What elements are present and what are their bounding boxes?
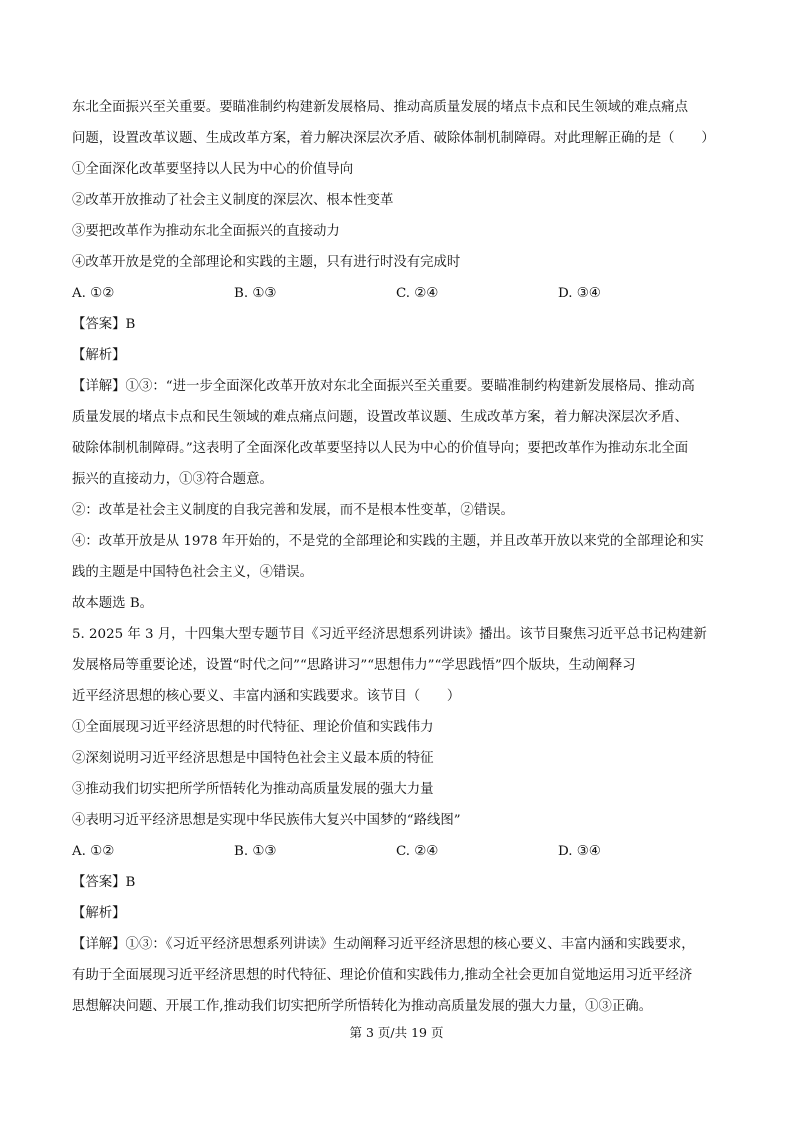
statement-1: ①全面展现习近平经济思想的时代特征、理论价值和实践伟力 (72, 720, 434, 735)
option-d: D. ③④ (558, 286, 601, 301)
page-footer: 第 3 页/共 19 页 (349, 1025, 444, 1040)
option-a: A. ①② (72, 844, 115, 859)
analysis-title: 【解析】 (72, 348, 126, 363)
detail-line: 振兴的直接动力，①③符合题意。 (72, 472, 273, 487)
detail-line: 质量发展的堵点卡点和民生领域的难点痛点问题，设置改革议题、生成改革方案，着力解决深层次矛盾、 (72, 410, 688, 425)
answer-label: 【答案】B (72, 317, 136, 332)
statement-2: ②改革开放推动了社会主义制度的深层次、根本性变革 (72, 193, 394, 208)
answer-label: 【答案】B (72, 875, 136, 890)
statement-2: ②深刻说明习近平经济思想是中国特色社会主义最本质的特征 (72, 751, 434, 766)
detail-line-4: ④：改革开放是从 1978 年开始的，不是党的全部理论和实践的主题，并且改革开放以来党的全部理论和实 (72, 534, 704, 549)
detail-line: 有助于全面展现习近平经济思想的时代特征、理论价值和实践伟力,推动全社会更加自觉地运用习近平经济 (72, 968, 693, 983)
question-stem-line: 问题，设置改革议题、生成改革方案，着力解决深层次矛盾、破除体制机制障碍。对此理解正确的是（ ） (72, 131, 715, 146)
detail-line-4: 践的主题是中国特色社会主义，④错误。 (72, 565, 314, 580)
detail-line: 破除体制机制障碍。”这表明了全面深化改革要坚持以人民为中心的价值导向；要把改革作为推动东北全面 (72, 441, 689, 456)
statement-3: ③推动我们切实把所学所悟转化为推动高质量发展的强大力量 (72, 782, 434, 797)
question-4 (72, 92, 728, 619)
conclusion: 故本题选 B。 (72, 596, 154, 611)
analysis-title: 【解析】 (72, 906, 126, 921)
option-c: C. ②④ (396, 844, 439, 859)
detail-line-2: ②：改革是社会主义制度的自我完善和发展，而不是根本性变革，②错误。 (72, 503, 514, 518)
detail-line: 【详解】①③：《习近平经济思想系列讲读》生动阐释习近平经济思想的核心要义、丰富内涵和实践要求， (72, 937, 695, 952)
statement-4: ④改革开放是党的全部理论和实践的主题，只有进行时没有完成时 (72, 255, 461, 270)
statement-1: ①全面深化改革要坚持以人民为中心的价值导向 (72, 162, 354, 177)
question-5 (72, 619, 728, 1022)
question-stem-line: 近平经济思想的核心要义、丰富内涵和实践要求。该节目（ ） (72, 689, 461, 704)
document-body (72, 92, 728, 1022)
answer-options (72, 278, 728, 309)
detail-line: 【详解】①③：“进一步全面深化改革开放对东北全面振兴至关重要。要瞄准制约构建新发展格局、推动高 (72, 379, 695, 394)
option-a: A. ①② (72, 286, 115, 301)
option-d: D. ③④ (558, 844, 601, 859)
statement-4: ④表明习近平经济思想是实现中华民族伟大复兴中国梦的“路线图” (72, 813, 461, 828)
option-b: B. ①③ (234, 844, 277, 859)
answer-options (72, 836, 728, 867)
detail-line: 思想解决问题、开展工作,推动我们切实把所学所悟转化为推动高质量发展的强大力量，①③正确。 (72, 999, 653, 1014)
question-stem-line: 发展格局等重要论述，设置“时代之问”“思路讲习”“思想伟力”“学思践悟”四个版块，生动阐释习 (72, 658, 636, 673)
statement-3: ③要把改革作为推动东北全面振兴的直接动力 (72, 224, 340, 239)
question-stem-line: 5. 2025 年 3 月，十四集大型专题节目《习近平经济思想系列讲读》播出。该节目聚焦习近平总书记构建新 (72, 627, 707, 642)
question-stem-line: 东北全面振兴至关重要。要瞄准制约构建新发展格局、推动高质量发展的堵点卡点和民生领域的难点痛点 (72, 100, 688, 115)
option-b: B. ①③ (234, 286, 277, 301)
option-c: C. ②④ (396, 286, 439, 301)
